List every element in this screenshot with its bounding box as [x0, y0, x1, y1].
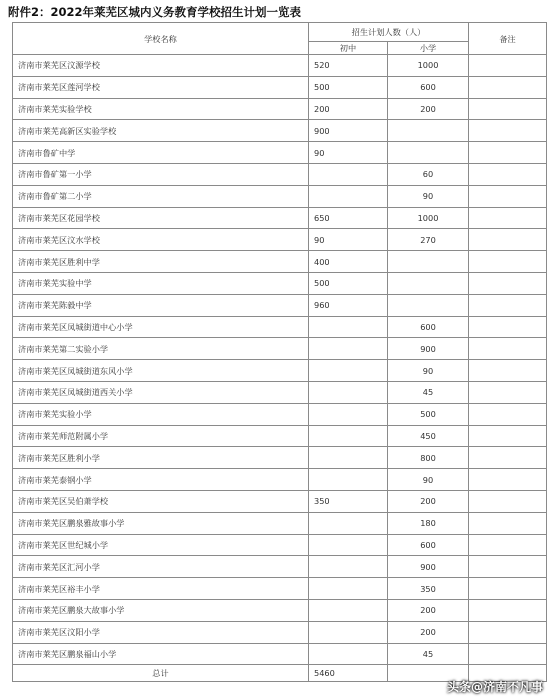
junior-count-cell [309, 360, 388, 382]
primary-count-cell [388, 294, 469, 316]
junior-count-cell [309, 534, 388, 556]
note-cell [469, 621, 547, 643]
header-plan-group: 招生计划人数（人） [309, 23, 469, 42]
primary-count-cell: 900 [388, 338, 469, 360]
table-row [13, 142, 547, 164]
primary-count-cell: 1000 [388, 207, 469, 229]
note-cell [469, 512, 547, 534]
table-row [13, 316, 547, 338]
table-row [13, 578, 547, 600]
table-row [13, 556, 547, 578]
note-cell [469, 425, 547, 447]
primary-count-cell: 600 [388, 316, 469, 338]
school-name-cell: 济南市莱芜区凤城街道中心小学 [13, 316, 309, 338]
primary-count-cell: 90 [388, 469, 469, 491]
school-name-cell: 济南市莱芜区裕丰小学 [13, 578, 309, 600]
note-cell [469, 272, 547, 294]
table-row [13, 229, 547, 251]
school-name-cell: 济南市莱芜师范附属小学 [13, 425, 309, 447]
school-name-cell: 济南市莱芜区汶源学校 [13, 55, 309, 77]
note-cell [469, 556, 547, 578]
junior-count-cell [309, 643, 388, 665]
junior-count-cell: 90 [309, 229, 388, 251]
table-row [13, 76, 547, 98]
table-row [13, 425, 547, 447]
table-row [13, 381, 547, 403]
table-row [13, 55, 547, 77]
table-row [13, 360, 547, 382]
note-cell [469, 76, 547, 98]
note-cell [469, 360, 547, 382]
junior-count-cell [309, 556, 388, 578]
note-cell [469, 599, 547, 621]
note-cell [469, 55, 547, 77]
note-cell [469, 381, 547, 403]
school-name-cell: 济南市莱芜区鹏泉福山小学 [13, 643, 309, 665]
note-cell [469, 120, 547, 142]
header-note: 备注 [469, 23, 547, 55]
table-row [13, 447, 547, 469]
header-primary: 小学 [388, 42, 469, 55]
junior-count-cell [309, 381, 388, 403]
primary-count-cell [388, 272, 469, 294]
junior-count-cell: 200 [309, 98, 388, 120]
school-name-cell: 济南市莱芜区汶阳小学 [13, 621, 309, 643]
header-school-name: 学校名称 [13, 23, 309, 55]
watermark: 头条@济南不凡事 [446, 680, 543, 694]
school-name-cell: 济南市鲁矿第一小学 [13, 163, 309, 185]
school-name-cell: 济南市莱芜区吴伯萧学校 [13, 490, 309, 512]
note-cell [469, 316, 547, 338]
table-row [13, 163, 547, 185]
note-cell [469, 294, 547, 316]
junior-count-cell [309, 599, 388, 621]
school-name-cell: 济南市鲁矿中学 [13, 142, 309, 164]
school-name-cell: 济南市莱芜区世纪城小学 [13, 534, 309, 556]
junior-count-cell: 900 [309, 120, 388, 142]
table-row [13, 272, 547, 294]
note-cell [469, 490, 547, 512]
header-junior: 初中 [309, 42, 388, 55]
primary-count-cell: 90 [388, 185, 469, 207]
table-row [13, 403, 547, 425]
school-name-cell: 济南市莱芜区凤城街道西关小学 [13, 381, 309, 403]
junior-count-cell [309, 512, 388, 534]
primary-count-cell: 600 [388, 534, 469, 556]
note-cell [469, 338, 547, 360]
table-row [13, 120, 547, 142]
school-name-cell: 济南市莱芜区胜利中学 [13, 251, 309, 273]
table-row [13, 98, 547, 120]
junior-count-cell: 350 [309, 490, 388, 512]
note-cell [469, 251, 547, 273]
junior-count-cell [309, 425, 388, 447]
school-name-cell: 济南市莱芜区凤城街道东风小学 [13, 360, 309, 382]
junior-count-cell [309, 621, 388, 643]
school-name-cell: 济南市莱芜第二实验小学 [13, 338, 309, 360]
junior-count-cell [309, 447, 388, 469]
school-name-cell: 济南市莱芜实验中学 [13, 272, 309, 294]
primary-count-cell: 200 [388, 621, 469, 643]
junior-count-cell [309, 163, 388, 185]
primary-count-cell: 1000 [388, 55, 469, 77]
note-cell [469, 469, 547, 491]
note-cell [469, 578, 547, 600]
school-name-cell: 济南市莱芜区鹏泉大故事小学 [13, 599, 309, 621]
primary-count-cell: 270 [388, 229, 469, 251]
junior-count-cell [309, 469, 388, 491]
primary-count-cell: 60 [388, 163, 469, 185]
school-name-cell: 济南市莱芜泰钢小学 [13, 469, 309, 491]
school-name-cell: 济南市莱芜区莲河学校 [13, 76, 309, 98]
junior-count-cell: 960 [309, 294, 388, 316]
primary-count-cell: 200 [388, 599, 469, 621]
school-name-cell: 济南市莱芜区汇河小学 [13, 556, 309, 578]
table-row [13, 469, 547, 491]
junior-count-cell: 90 [309, 142, 388, 164]
table-row [13, 643, 547, 665]
header-row [13, 23, 547, 42]
primary-count-cell: 600 [388, 76, 469, 98]
primary-count-cell: 180 [388, 512, 469, 534]
table-row [13, 251, 547, 273]
note-cell [469, 534, 547, 556]
school-name-cell: 济南市莱芜实验学校 [13, 98, 309, 120]
note-cell [469, 142, 547, 164]
school-name-cell: 济南市莱芜区汶水学校 [13, 229, 309, 251]
junior-count-cell [309, 316, 388, 338]
note-cell [469, 163, 547, 185]
primary-count-cell: 200 [388, 490, 469, 512]
junior-count-cell: 520 [309, 55, 388, 77]
school-name-cell: 济南市莱芜高新区实验学校 [13, 120, 309, 142]
school-name-cell: 济南市莱芜实验小学 [13, 403, 309, 425]
primary-count-cell: 450 [388, 425, 469, 447]
table-row [13, 599, 547, 621]
junior-count-cell [309, 338, 388, 360]
page-title: 附件2：2022年莱芜区城内义务教育学校招生计划一览表 [8, 5, 302, 19]
total-junior: 5460 [309, 665, 388, 682]
note-cell [469, 403, 547, 425]
primary-count-cell: 90 [388, 360, 469, 382]
primary-count-cell: 350 [388, 578, 469, 600]
enrollment-plan-table [12, 22, 547, 682]
primary-count-cell: 45 [388, 381, 469, 403]
primary-count-cell: 900 [388, 556, 469, 578]
note-cell [469, 207, 547, 229]
primary-count-cell [388, 142, 469, 164]
table-row [13, 512, 547, 534]
note-cell [469, 98, 547, 120]
primary-count-cell [388, 120, 469, 142]
primary-count-cell: 500 [388, 403, 469, 425]
note-cell [469, 643, 547, 665]
table-row [13, 621, 547, 643]
table-row [13, 490, 547, 512]
school-name-cell: 济南市莱芜区胜利小学 [13, 447, 309, 469]
junior-count-cell: 400 [309, 251, 388, 273]
junior-count-cell [309, 185, 388, 207]
junior-count-cell [309, 578, 388, 600]
total-label: 总计 [13, 665, 309, 682]
junior-count-cell [309, 403, 388, 425]
junior-count-cell: 500 [309, 272, 388, 294]
table-row [13, 294, 547, 316]
junior-count-cell: 650 [309, 207, 388, 229]
junior-count-cell: 500 [309, 76, 388, 98]
note-cell [469, 447, 547, 469]
note-cell [469, 185, 547, 207]
table-row [13, 207, 547, 229]
primary-count-cell: 800 [388, 447, 469, 469]
school-name-cell: 济南市莱芜区花园学校 [13, 207, 309, 229]
school-name-cell: 济南市莱芜区鹏泉雅故事小学 [13, 512, 309, 534]
primary-count-cell: 200 [388, 98, 469, 120]
school-name-cell: 济南市莱芜陈毅中学 [13, 294, 309, 316]
note-cell [469, 229, 547, 251]
table-row [13, 534, 547, 556]
table-row [13, 185, 547, 207]
primary-count-cell [388, 251, 469, 273]
school-name-cell: 济南市鲁矿第二小学 [13, 185, 309, 207]
primary-count-cell: 45 [388, 643, 469, 665]
table-row [13, 338, 547, 360]
